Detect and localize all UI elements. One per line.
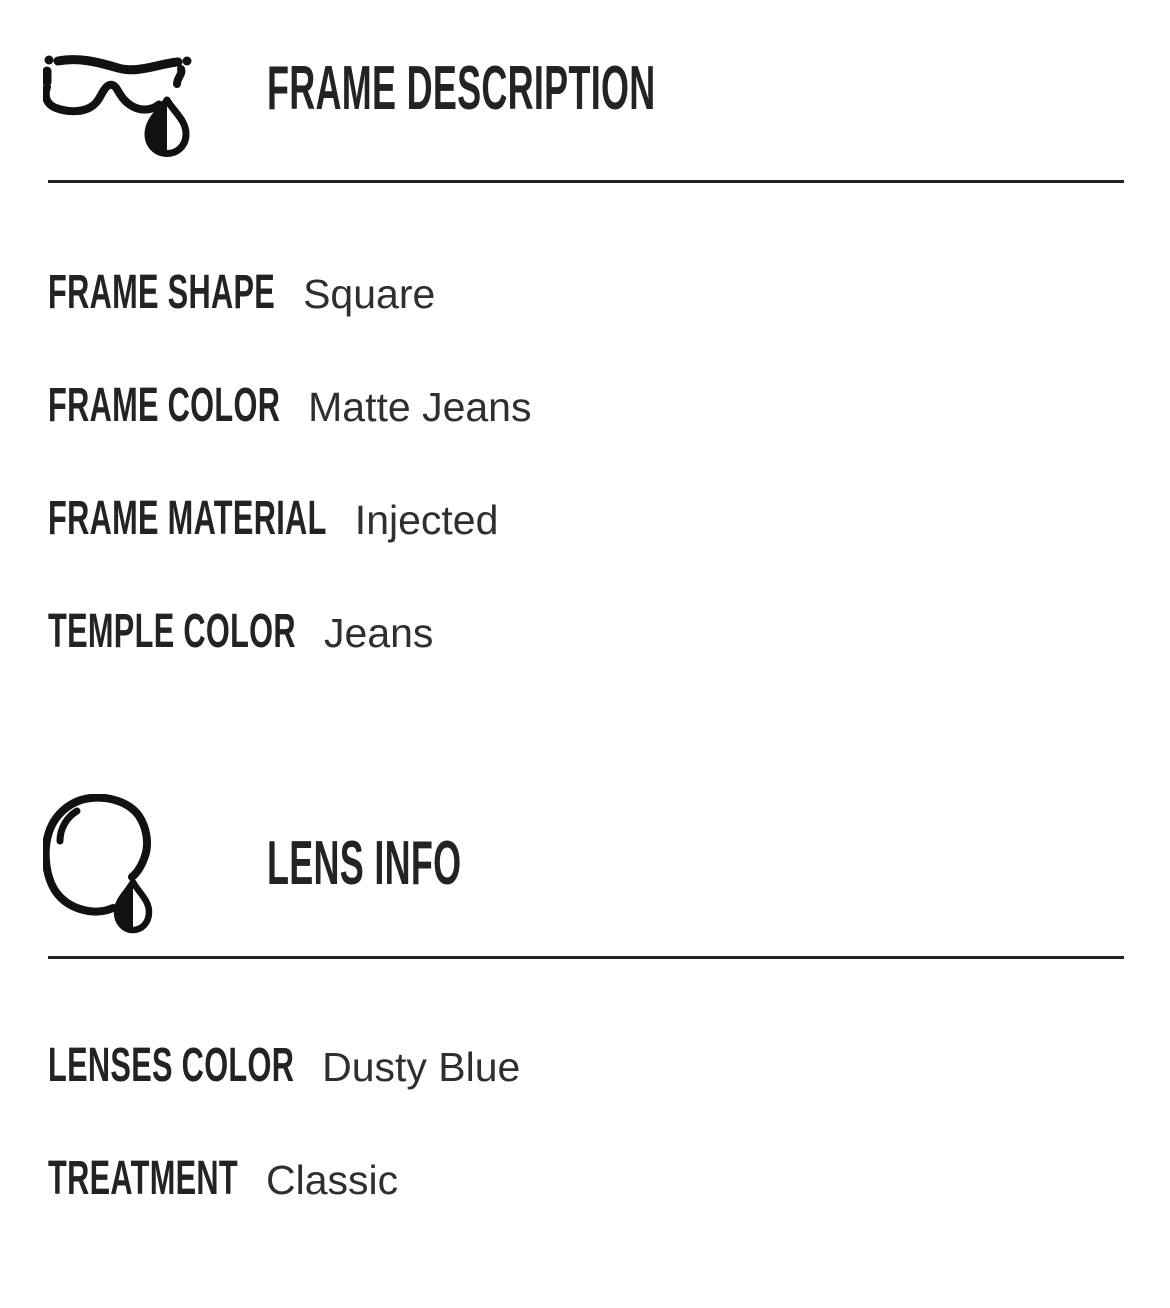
spec-label-frame-shape: FRAME SHAPE <box>48 266 276 319</box>
spec-value-lenses-color: Dusty Blue <box>322 1044 521 1090</box>
spec-row-temple-color <box>48 606 1124 659</box>
spec-value-frame-material: Injected <box>354 497 499 543</box>
spec-row-frame-color <box>48 380 1124 433</box>
product-specs-panel <box>0 53 1170 1308</box>
spec-label-frame-color: FRAME COLOR <box>48 379 281 432</box>
spec-label-treatment: TREATMENT <box>48 1152 239 1205</box>
section-title-lens-info: LENS INFO <box>267 829 462 898</box>
section-title-frame-description: FRAME DESCRIPTION <box>267 54 656 123</box>
lens-info-header <box>48 794 1124 934</box>
spec-row-treatment <box>48 1153 1124 1206</box>
frame-description-header <box>48 53 1124 163</box>
sunglasses-drip-icon <box>43 53 193 163</box>
spec-label-frame-material: FRAME MATERIAL <box>48 492 327 545</box>
spec-value-temple-color: Jeans <box>324 610 434 656</box>
spec-label-temple-color: TEMPLE COLOR <box>48 605 296 658</box>
spec-row-frame-shape <box>48 267 1124 320</box>
spec-label-lenses-color: LENSES COLOR <box>48 1039 295 1092</box>
spec-row-lenses-color <box>48 1040 1124 1093</box>
spec-value-frame-shape: Square <box>303 271 436 317</box>
frame-spec-list <box>48 267 1124 659</box>
spec-row-frame-material <box>48 493 1124 546</box>
spec-value-treatment: Classic <box>266 1157 399 1203</box>
lens-drip-icon <box>43 794 155 934</box>
section-divider <box>48 180 1124 183</box>
lens-spec-list <box>48 1040 1124 1206</box>
spec-value-frame-color: Matte Jeans <box>308 384 532 430</box>
frame-description-section <box>48 53 1124 659</box>
lens-info-section <box>48 794 1124 1206</box>
section-divider <box>48 956 1124 959</box>
